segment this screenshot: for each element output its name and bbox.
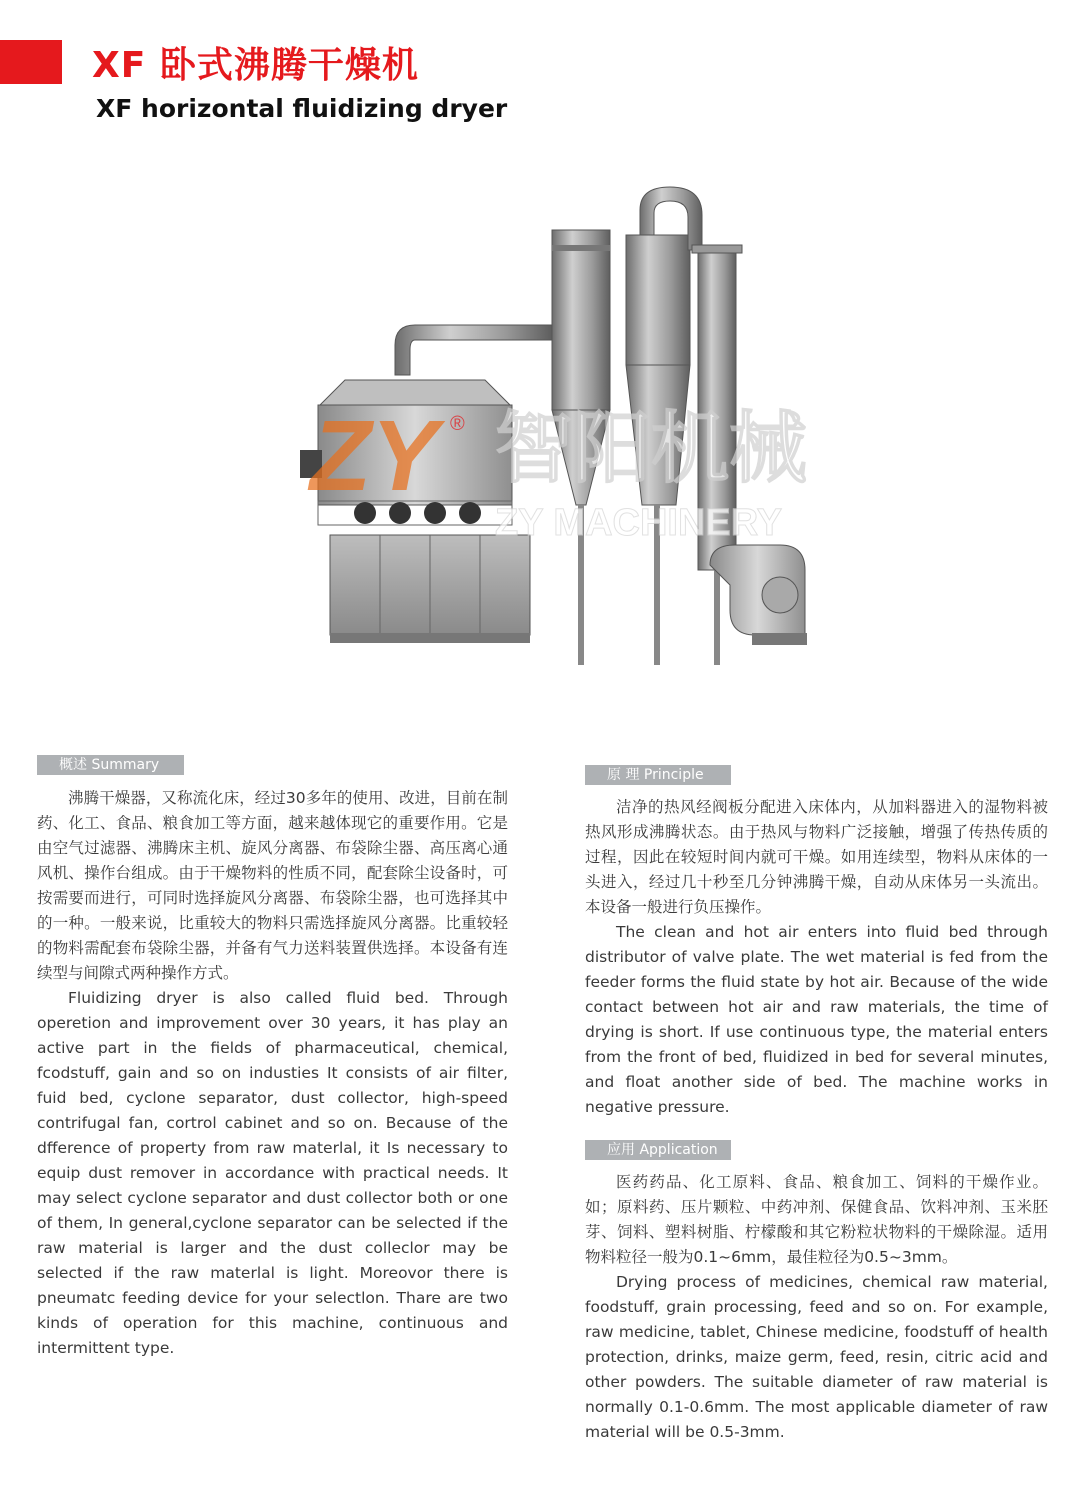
principle-en-text: The clean and hot air enters into fluid bed through distributor of valve plate. The wet material is fed from the feeder forms the fluid state by hot air. Because of the wide contact between hot air and raw materials, the time of drying is short. If use continuous type, the material enters from the front of bed, fluidized in bed for several minutes, and float another side of bed. The machine works in negative pressure. <box>585 923 1048 1116</box>
svg-text:ZY MACHINERY: ZY MACHINERY <box>495 502 783 544</box>
page-title-en: XF horizontal fluidizing dryer <box>96 94 508 123</box>
section-tag-principle: 原 理 Principle <box>585 765 731 785</box>
application-en-text: Drying process of medicines, chemical raw material, foodstuff, grain processing, feed and so on. For example, raw medicine, tablet, Chinese medicine, foodstuff of health protection, drinks, maize germ, feed, resin, citric acid and other powders. The suitable diameter of raw material is normally 0.1-0.6mm. The most applicable diameter of raw material will be 0.5-3mm. <box>585 1273 1048 1441</box>
page-title-cn: XF 卧式沸腾干燥机 <box>92 45 419 86</box>
dryer-machine-illustration <box>290 175 820 670</box>
svg-text:智阳机械: 智阳机械 <box>495 404 808 494</box>
svg-text:®: ® <box>450 413 465 435</box>
summary-en-text: Fluidizing dryer is also called fluid bed. Through operetion and improvement over 30 years, it has play an active part in the fields of pharmaceutical, chemical, fcodstuff, gain and so on industies It consists of air filter, fuid bed, cyclone separator, dust collector, high-speed contrifugal fan, cortrol cabinet and so on. Because of the dfference of property from raw materlal, it Is necessary to equip dust remover in accordance with practical needs. It may select cyclone separator and dust collector both or one of them, In general,cyclone separator can be selected if the raw material is larger and the dust colleclor may be selected if the raw materlal is light. Moreovor there is pneumatc feeding device for your selectlon. Thare are two kinds of operation for this machine, continuous and intermittent type. <box>37 989 508 1357</box>
application-cn-text: 医药药品、化工原料、食品、粮食加工、饲料的干燥作业。如；原料药、压片颗粒、中药冲剂、保健食品、饮料冲剂、玉米胚芽、饲料、塑料树脂、柠檬酸和其它粉粒状物料的干燥除湿。适用物料粒径一般为0.1~6mm，最佳粒径为0.5~3mm。 <box>585 1173 1048 1266</box>
section-tag-application: 应用 Application <box>585 1140 731 1160</box>
principle-cn-text: 洁净的热风经阀板分配进入床体内，从加料器进入的湿物料被热风形成沸腾状态。由于热风与物料广泛接触，增强了传热传质的过程，因此在较短时间内就可干燥。如用连续型，物料从床体的一头进入，经过几十秒至几分钟沸腾干燥，自动从床体另一头流出。本设备一般进行负压操作。 <box>585 798 1048 916</box>
summary-cn-text: 沸腾干燥器，又称流化床，经过30多年的使用、改进，目前在制药、化工、食品、粮食加工等方面，越来越体现它的重要作用。它是由空气过滤器、沸腾床主机、旋风分离器、布袋除尘器、高压离心通风机、操作台组成。由于干燥物料的性质不同，配套除尘设备时，可按需要而进行，可同时选择旋风分离器、布袋除尘器，也可选择其中的一种。一般来说，比重较大的物料只需选择旋风分离器。比重较轻的物料需配套布袋除尘器，并备有气力送料装置供选择。本设备有连续型与间隙式两种操作方式。 <box>37 789 508 982</box>
duct-pipe <box>395 325 552 375</box>
section-tag-summary: 概述 Summary <box>37 755 184 775</box>
control-cabinet <box>330 535 530 643</box>
centrifugal-fan <box>710 545 807 645</box>
svg-text:ZY: ZY <box>310 400 438 512</box>
zy-logo-watermark <box>307 400 807 544</box>
header-red-block <box>0 40 62 84</box>
